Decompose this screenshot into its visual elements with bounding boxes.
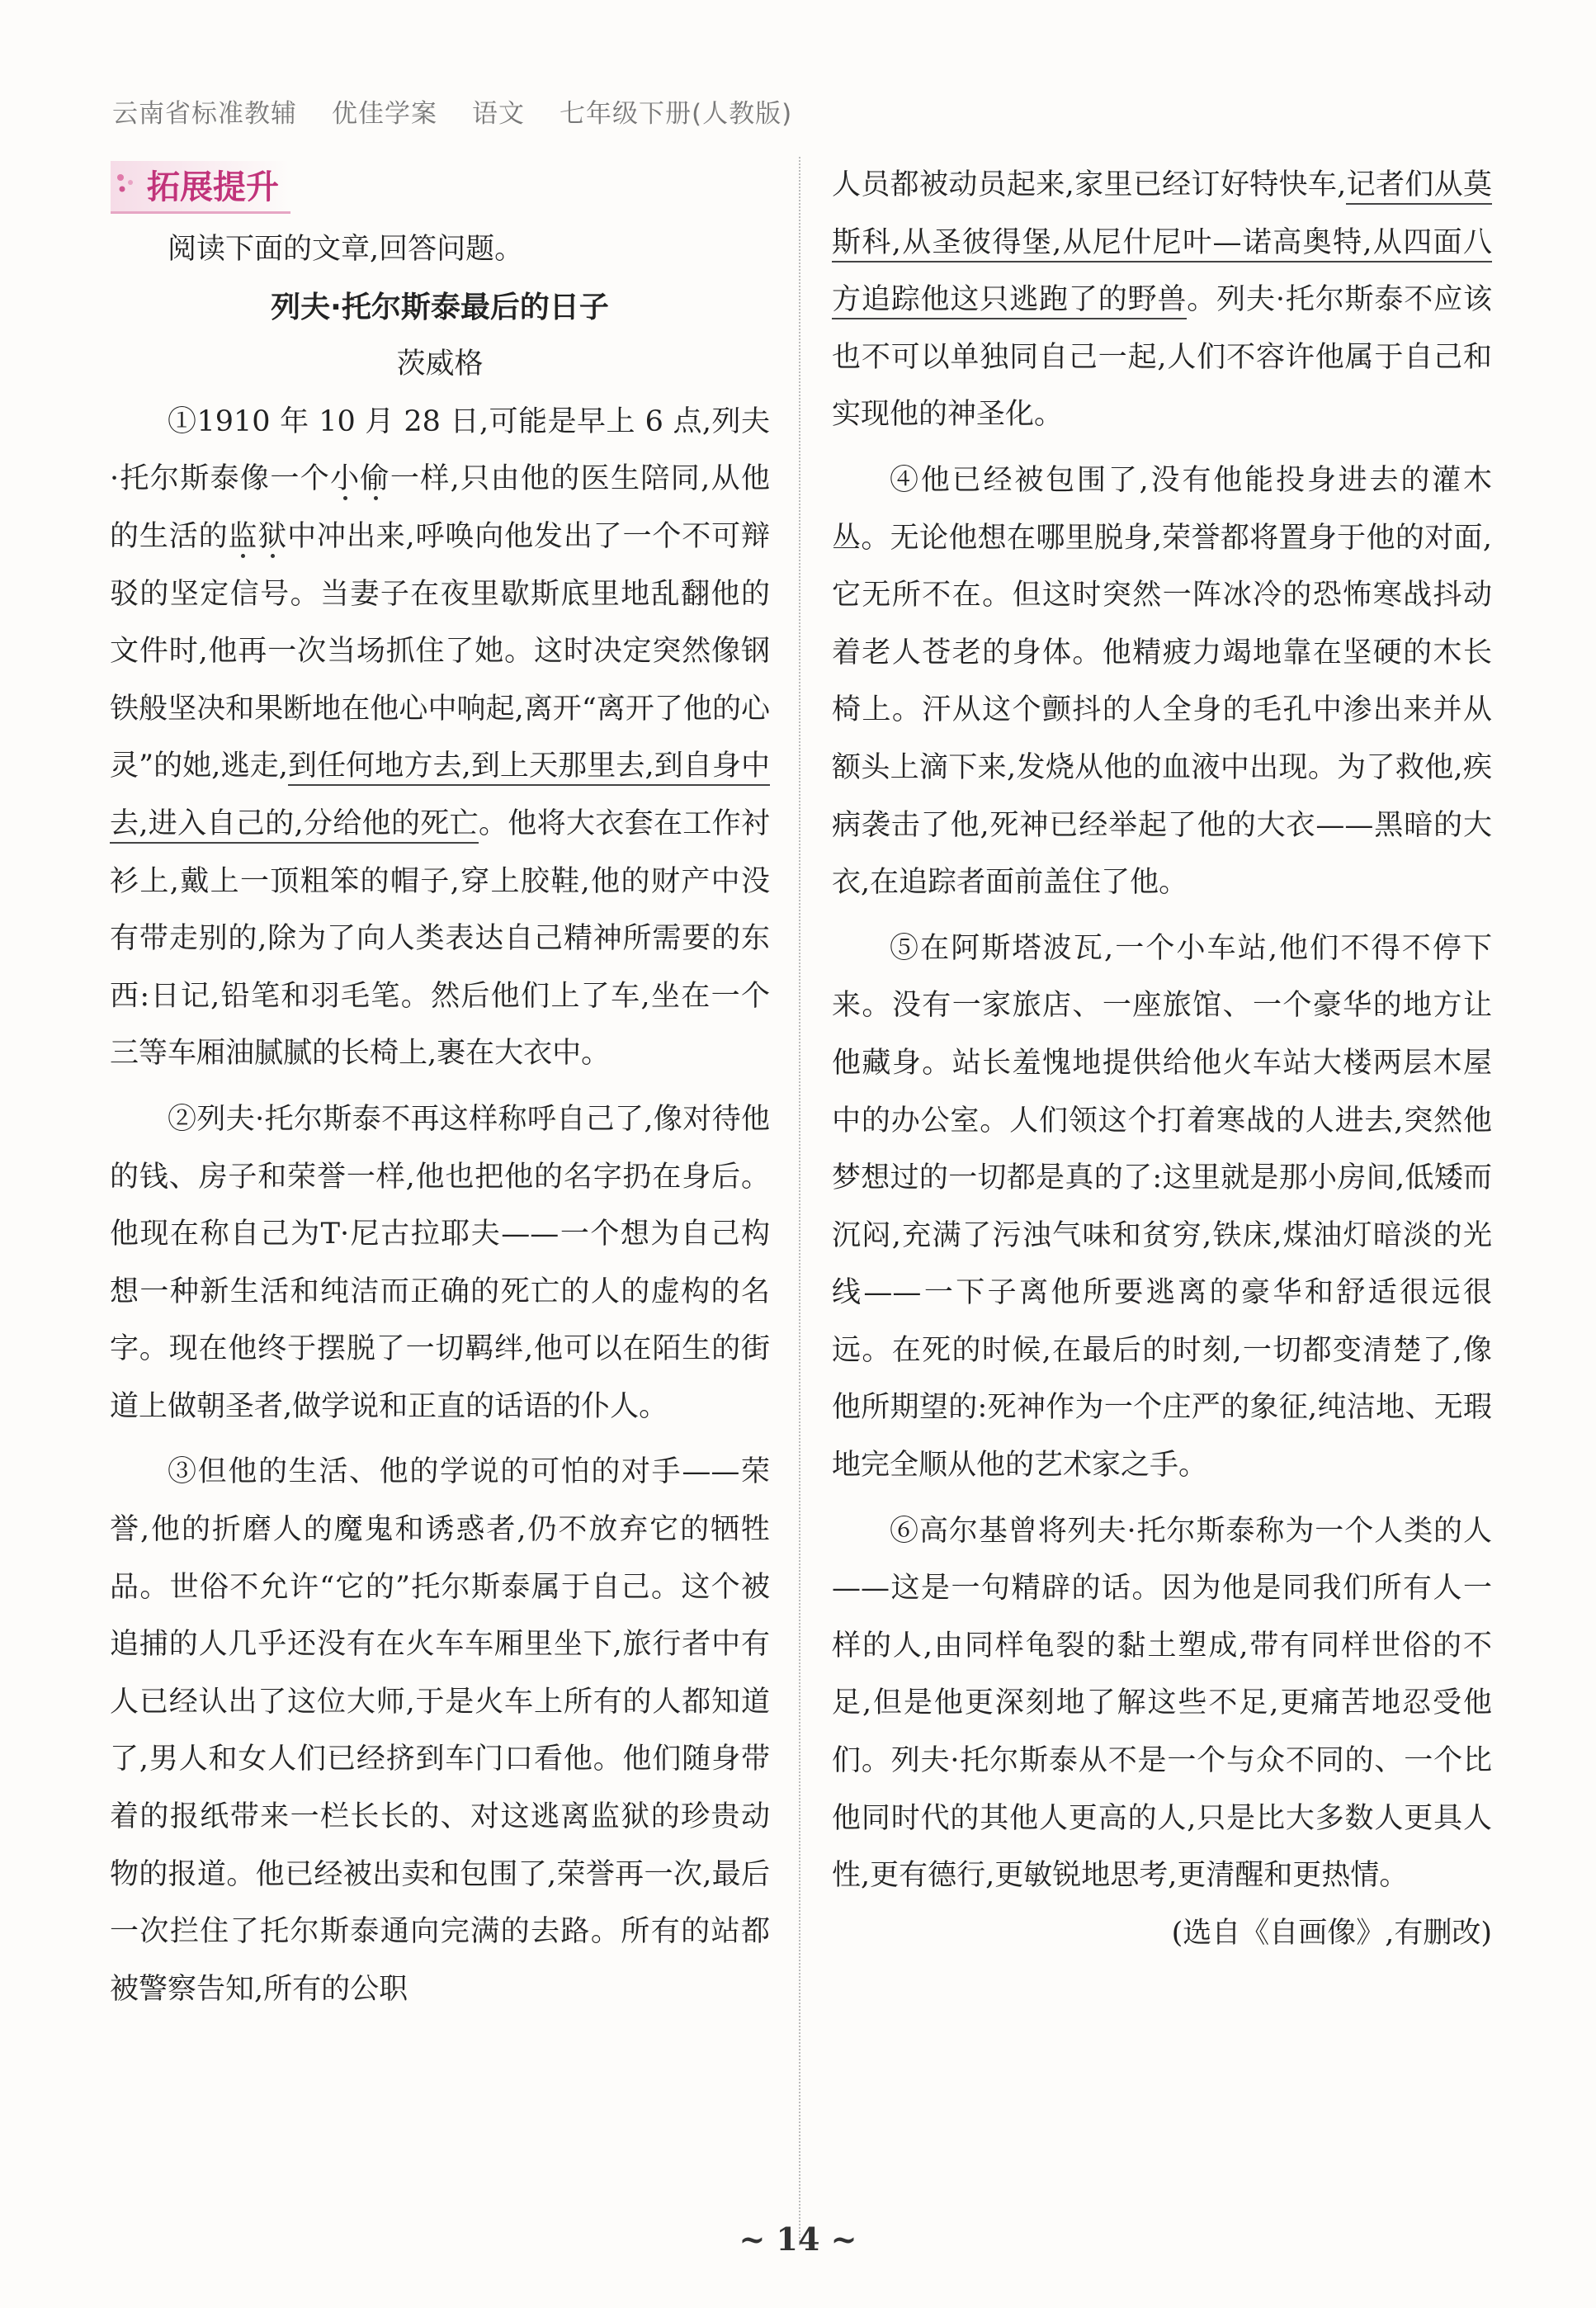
instruction: 阅读下面的文章,回答问题。 — [168, 233, 524, 266]
p1-text-d: 。他将大衣套在工作衬衫上,戴上一顶粗笨的帽子,穿上胶鞋,他的财产中没有带走别的,除为了向人类表达自己精神所需要的东西:日记,铅笔和羽毛笔。然后他们上了车,坐在一个三等车厢油腻腻的长椅上,裹在大衣中。 — [110, 806, 770, 1071]
p1-text-a: ①1910 年 10 月 28 日,可能是早上 6 点,列夫·托尔斯泰像一个 — [110, 404, 770, 496]
p3-cont-text-a: 人员都被动员起来,家里已经订好特快车, — [832, 168, 1347, 201]
p3-cont-text-b: 。列夫·托尔斯泰不应该也不可以单独同自己一起,人们不容许他属于自己和实现他的神圣化。 — [832, 283, 1492, 432]
article-source: (选自《自画像》,有删改) — [1171, 1916, 1492, 1950]
paragraph-5: ⑤在阿斯塔波瓦,一个小车站,他们不得不停下来。没有一家旅店、一座旅馆、一个豪华的地方让他藏身。站长羞愧地提供给他火车站大楼两层木屋中的办公室。人们领这个打着寒战的人进去,突然他梦想过的一切都是真的了:这里就是那小房间,低矮而沉闷,充满了污浊气味和贫穷,铁床,煤油灯暗淡的光线——一下子离他所要逃离的豪华和舒适很远很远。在死的时候,在最后的时刻,一切都变清楚了,像他所期望的:死神作为一个庄严的象征,纯洁地、无瑕地完全顺从他的艺术家之手。 — [832, 931, 1492, 1483]
emphasis-dot-3: 监 — [228, 519, 258, 553]
section-title — [111, 161, 290, 214]
article-title: 列夫·托尔斯泰最后的日子 — [271, 290, 609, 324]
paragraph-3: ③但他的生活、他的学说的可怕的对手——荣誉,他的折磨人的魔鬼和诱惑者,仍不放弃它的牺牲品。世俗不允许“它的”托尔斯泰属于自己。这个被追捕的人几乎还没有在火车车厢里坐下,旅行者中有人已经认出了这位大师,于是火车上所有的人都知道了,男人和女人们已经挤到车门口看他。他们随身带着的报纸带来一栏长长的、对这逃离监狱的珍贵动物的报道。他已经被出卖和包围了,荣誉再一次,最后一次拦住了托尔斯泰通向完满的去路。所有的站都被警察告知,所有的公职 — [110, 1455, 770, 2006]
decorative-dots-icon — [114, 171, 139, 196]
section-title-text: 拓展提升 — [147, 168, 279, 206]
running-header — [112, 92, 827, 130]
underlined-sentence-2: 记者们从莫斯科,从圣彼得堡,从尼什尼叶—诺高奥特,从四面八方追踪他这只逃跑了的野兽 — [832, 168, 1492, 319]
underlined-sentence-1: 到任何地方去,到上天那里去,到自身中去,进入自己的,分给他的死亡 — [110, 750, 770, 844]
right-column — [832, 157, 1492, 1962]
emphasis-dot-2: 偷 — [360, 462, 390, 496]
paragraph-2: ②列夫·托尔斯泰不再这样称呼自己了,像对待他的钱、房子和荣誉一样,他也把他的名字扔在身后。他现在称自己为T·尼古拉耶夫——一个想为自己构想一种新生活和纯洁而正确的死亡的人的虚构的名字。现在他终于摆脱了一切羁绊,他可以在陌生的街道上做朝圣者,做学说和正直的话语的仆人。 — [110, 1102, 770, 1423]
page-number: ~ 14 ~ — [739, 2221, 857, 2258]
header-subject: 语文 — [472, 99, 525, 129]
paragraph-6: ⑥高尔基曾将列夫·托尔斯泰称为一个人类的人——这是一句精辟的话。因为他是同我们所有人一样的人,由同样龟裂的黏土塑成,带有同样世俗的不足,但是他更深刻地了解这些不足,更痛苦地忍受他们。列夫·托尔斯泰从不是一个与众不同的、一个比他同时代的其他人更高的人,只是比大多数人更具人性,更有德行,更敏锐地思考,更清醒和更热情。 — [832, 1514, 1492, 1893]
paragraph-4: ④他已经被包围了,没有他能投身进去的灌木丛。无论他想在哪里脱身,荣誉都将置身于他的对面,它无所不在。但这时突然一阵冰冷的恐怖寒战抖动着老人苍老的身体。他精疲力竭地靠在坚硬的木长椅上。汗从这个颤抖的人全身的毛孔中渗出来并从额头上滴下来,发烧从他的血液中出现。为了救他,疾病袭击了他,死神已经举起了他的大衣——黑暗的大衣,在追踪者面前盖住了他。 — [832, 463, 1492, 900]
header-book: 优佳学案 — [332, 99, 437, 129]
column-divider — [799, 157, 800, 2245]
article-author: 茨威格 — [396, 348, 484, 381]
paragraph-3-continued — [832, 157, 1492, 444]
left-column — [110, 221, 770, 2018]
emphasis-dot-1: 小 — [330, 462, 361, 496]
emphasis-dot-4: 狱 — [257, 519, 288, 553]
paragraph-1 — [110, 394, 770, 1083]
p1-text-c: 中冲出来,呼唤向他发出了一个不可辩驳的坚定信号。当妻子在夜里歇斯底里地乱翻他的文件时,他再一次当场抓住了她。这时决定突然像钢铁般坚决和果断地在他心中响起,离开“离开了他的心灵”的她,逃走, — [110, 519, 770, 783]
p1-text-b: 一样,只由他的医生陪同,从他的生活的 — [110, 462, 770, 553]
header-series: 云南省标准教辅 — [112, 99, 297, 129]
header-grade: 七年级下册(人教版) — [560, 99, 793, 129]
